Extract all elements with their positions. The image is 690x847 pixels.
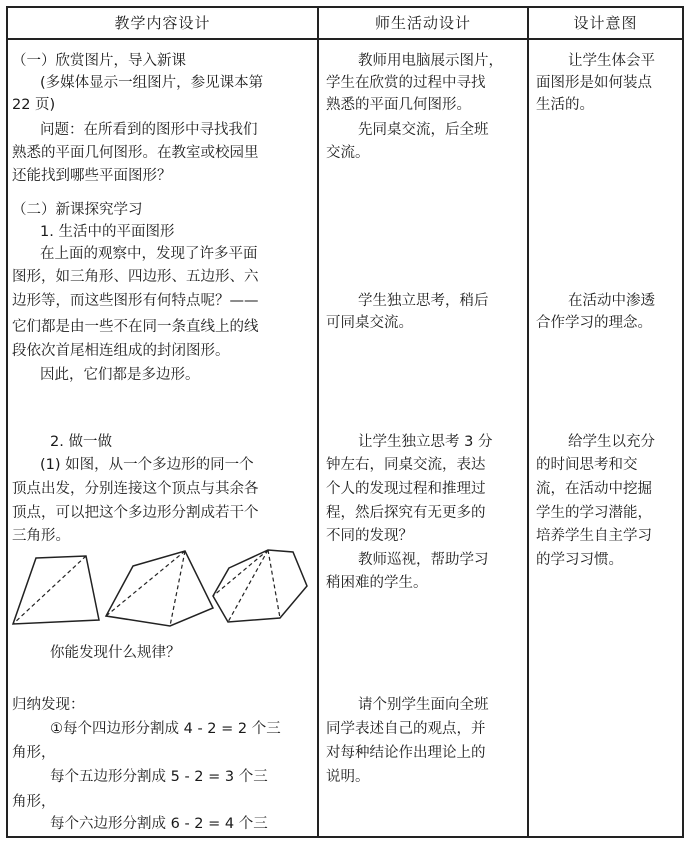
intent-3-line-5: 培养学生自主学习 <box>536 528 652 544</box>
summary-pentagon-cont: 角形， <box>12 794 56 810</box>
intent-3-line-2: 的时间思考和交 <box>536 457 638 473</box>
activity-1-line-1: 教师用电脑展示图片， <box>358 53 503 69</box>
header-divider <box>6 38 684 40</box>
activity-1-line-4: 先同桌交流，后全班 <box>358 122 489 138</box>
pentagon-figure <box>106 551 213 626</box>
activity-3-line-2: 钟左右，同桌交流，表达 <box>326 457 486 473</box>
section-2-title: （二）新课探究学习 <box>12 202 143 218</box>
activity-3-line-5: 不同的发现？ <box>326 528 413 544</box>
activity-1-line-5: 交流。 <box>326 145 370 161</box>
activity-3-line-1: 让学生独立思考 3 分 <box>358 434 493 450</box>
subsection-1-paragraph-line-2: 图形，如三角形、四边形、五边形、六 <box>12 269 259 285</box>
activity-4-line-3: 对每种结论作出理论上的 <box>326 745 486 761</box>
section-1-question-line-3: 还能找到哪些平面图形？ <box>12 168 172 184</box>
activity-4-line-1: 请个别学生面向全班 <box>358 697 489 713</box>
subsection-2-instruction-line-4: 三角形。 <box>12 528 70 544</box>
subsection-2-title: 2. 做一做 <box>50 434 112 450</box>
hexagon-figure <box>213 550 307 622</box>
section-1-note-cont: 22 页) <box>12 97 56 113</box>
intent-2-line-1: 在活动中渗透 <box>568 293 655 309</box>
summary-pentagon: 每个五边形分割成 5 - 2 = 3 个三 <box>50 769 268 785</box>
subsection-1-title: 1. 生活中的平面图形 <box>40 224 175 240</box>
activity-4-line-2: 同学表述自己的观点，并 <box>326 721 486 737</box>
activity-4-line-4: 说明。 <box>326 769 370 785</box>
polygon-division-figures <box>10 548 310 630</box>
subsection-2-instruction-line-2: 顶点出发，分别连接这个顶点与其余各 <box>12 481 259 497</box>
section-1-title: （一）欣赏图片，导入新课 <box>12 53 186 69</box>
quadrilateral-figure <box>13 556 99 624</box>
subsection-1-paragraph-line-3: 边形等，而这些图形有何特点呢？—— <box>12 293 259 309</box>
section-1-question-line-2: 熟悉的平面几何图形。在教室或校园里 <box>12 145 259 161</box>
activity-1-line-2: 学生在欣赏的过程中寻找 <box>326 75 486 91</box>
intent-1-line-3: 生活的。 <box>536 97 594 113</box>
subsection-1-paragraph-line-5: 段依次首尾相连组成的封闭图形。 <box>12 343 230 359</box>
summary-hexagon: 每个六边形分割成 6 - 2 = 4 个三 <box>50 816 268 832</box>
subsection-2-instruction: (1) 如图，从一个多边形的同一个 <box>40 457 254 473</box>
subsection-1-paragraph: 在上面的观察中，发现了许多平面 <box>40 246 258 262</box>
summary-quadrilateral-cont: 角形， <box>12 745 56 761</box>
section-1-note: (多媒体显示一组图片，参见课本第 <box>40 75 264 91</box>
subsection-1-paragraph-line-4: 它们都是由一些不在同一条直线上的线 <box>12 319 259 335</box>
column-divider-1 <box>317 6 319 838</box>
summary-quadrilateral: ①每个四边形分割成 4 - 2 = 2 个三 <box>50 721 281 737</box>
header-design-intent: 设计意图 <box>573 14 638 32</box>
intent-3-line-4: 学生的学习潜能， <box>536 505 652 521</box>
activity-2-line-1: 学生独立思考，稍后 <box>358 293 489 309</box>
section-1-question: 问题：在所看到的图形中寻找我们 <box>40 122 258 138</box>
activity-3-line-6: 教师巡视，帮助学习 <box>358 552 489 568</box>
pattern-question: 你能发现什么规律？ <box>50 645 181 661</box>
activity-3-line-3: 个人的发现过程和推理过 <box>326 481 486 497</box>
intent-3-line-1: 给学生以充分 <box>568 434 655 450</box>
activity-3-line-4: 程，然后探究有无更多的 <box>326 505 486 521</box>
activity-1-line-3: 熟悉的平面几何图形。 <box>326 97 471 113</box>
intent-1-line-2: 面图形是如何装点 <box>536 75 652 91</box>
header-teaching-content: 教学内容设计 <box>114 14 211 32</box>
intent-3-line-6: 的学习习惯。 <box>536 552 623 568</box>
intent-1-line-1: 让学生体会平 <box>568 53 655 69</box>
header-activity-design: 师生活动设计 <box>374 14 471 32</box>
intent-2-line-2: 合作学习的理念。 <box>536 315 652 331</box>
intent-3-line-3: 流，在活动中挖掘 <box>536 481 652 497</box>
column-divider-2 <box>527 6 529 838</box>
activity-2-line-2: 可同桌交流。 <box>326 315 413 331</box>
subsection-2-instruction-line-3: 顶点，可以把这个多边形分割成若干个 <box>12 505 259 521</box>
activity-3-line-7: 稍困难的学生。 <box>326 575 428 591</box>
subsection-1-conclusion: 因此，它们都是多边形。 <box>40 367 200 383</box>
summary-title: 归纳发现： <box>12 697 85 713</box>
